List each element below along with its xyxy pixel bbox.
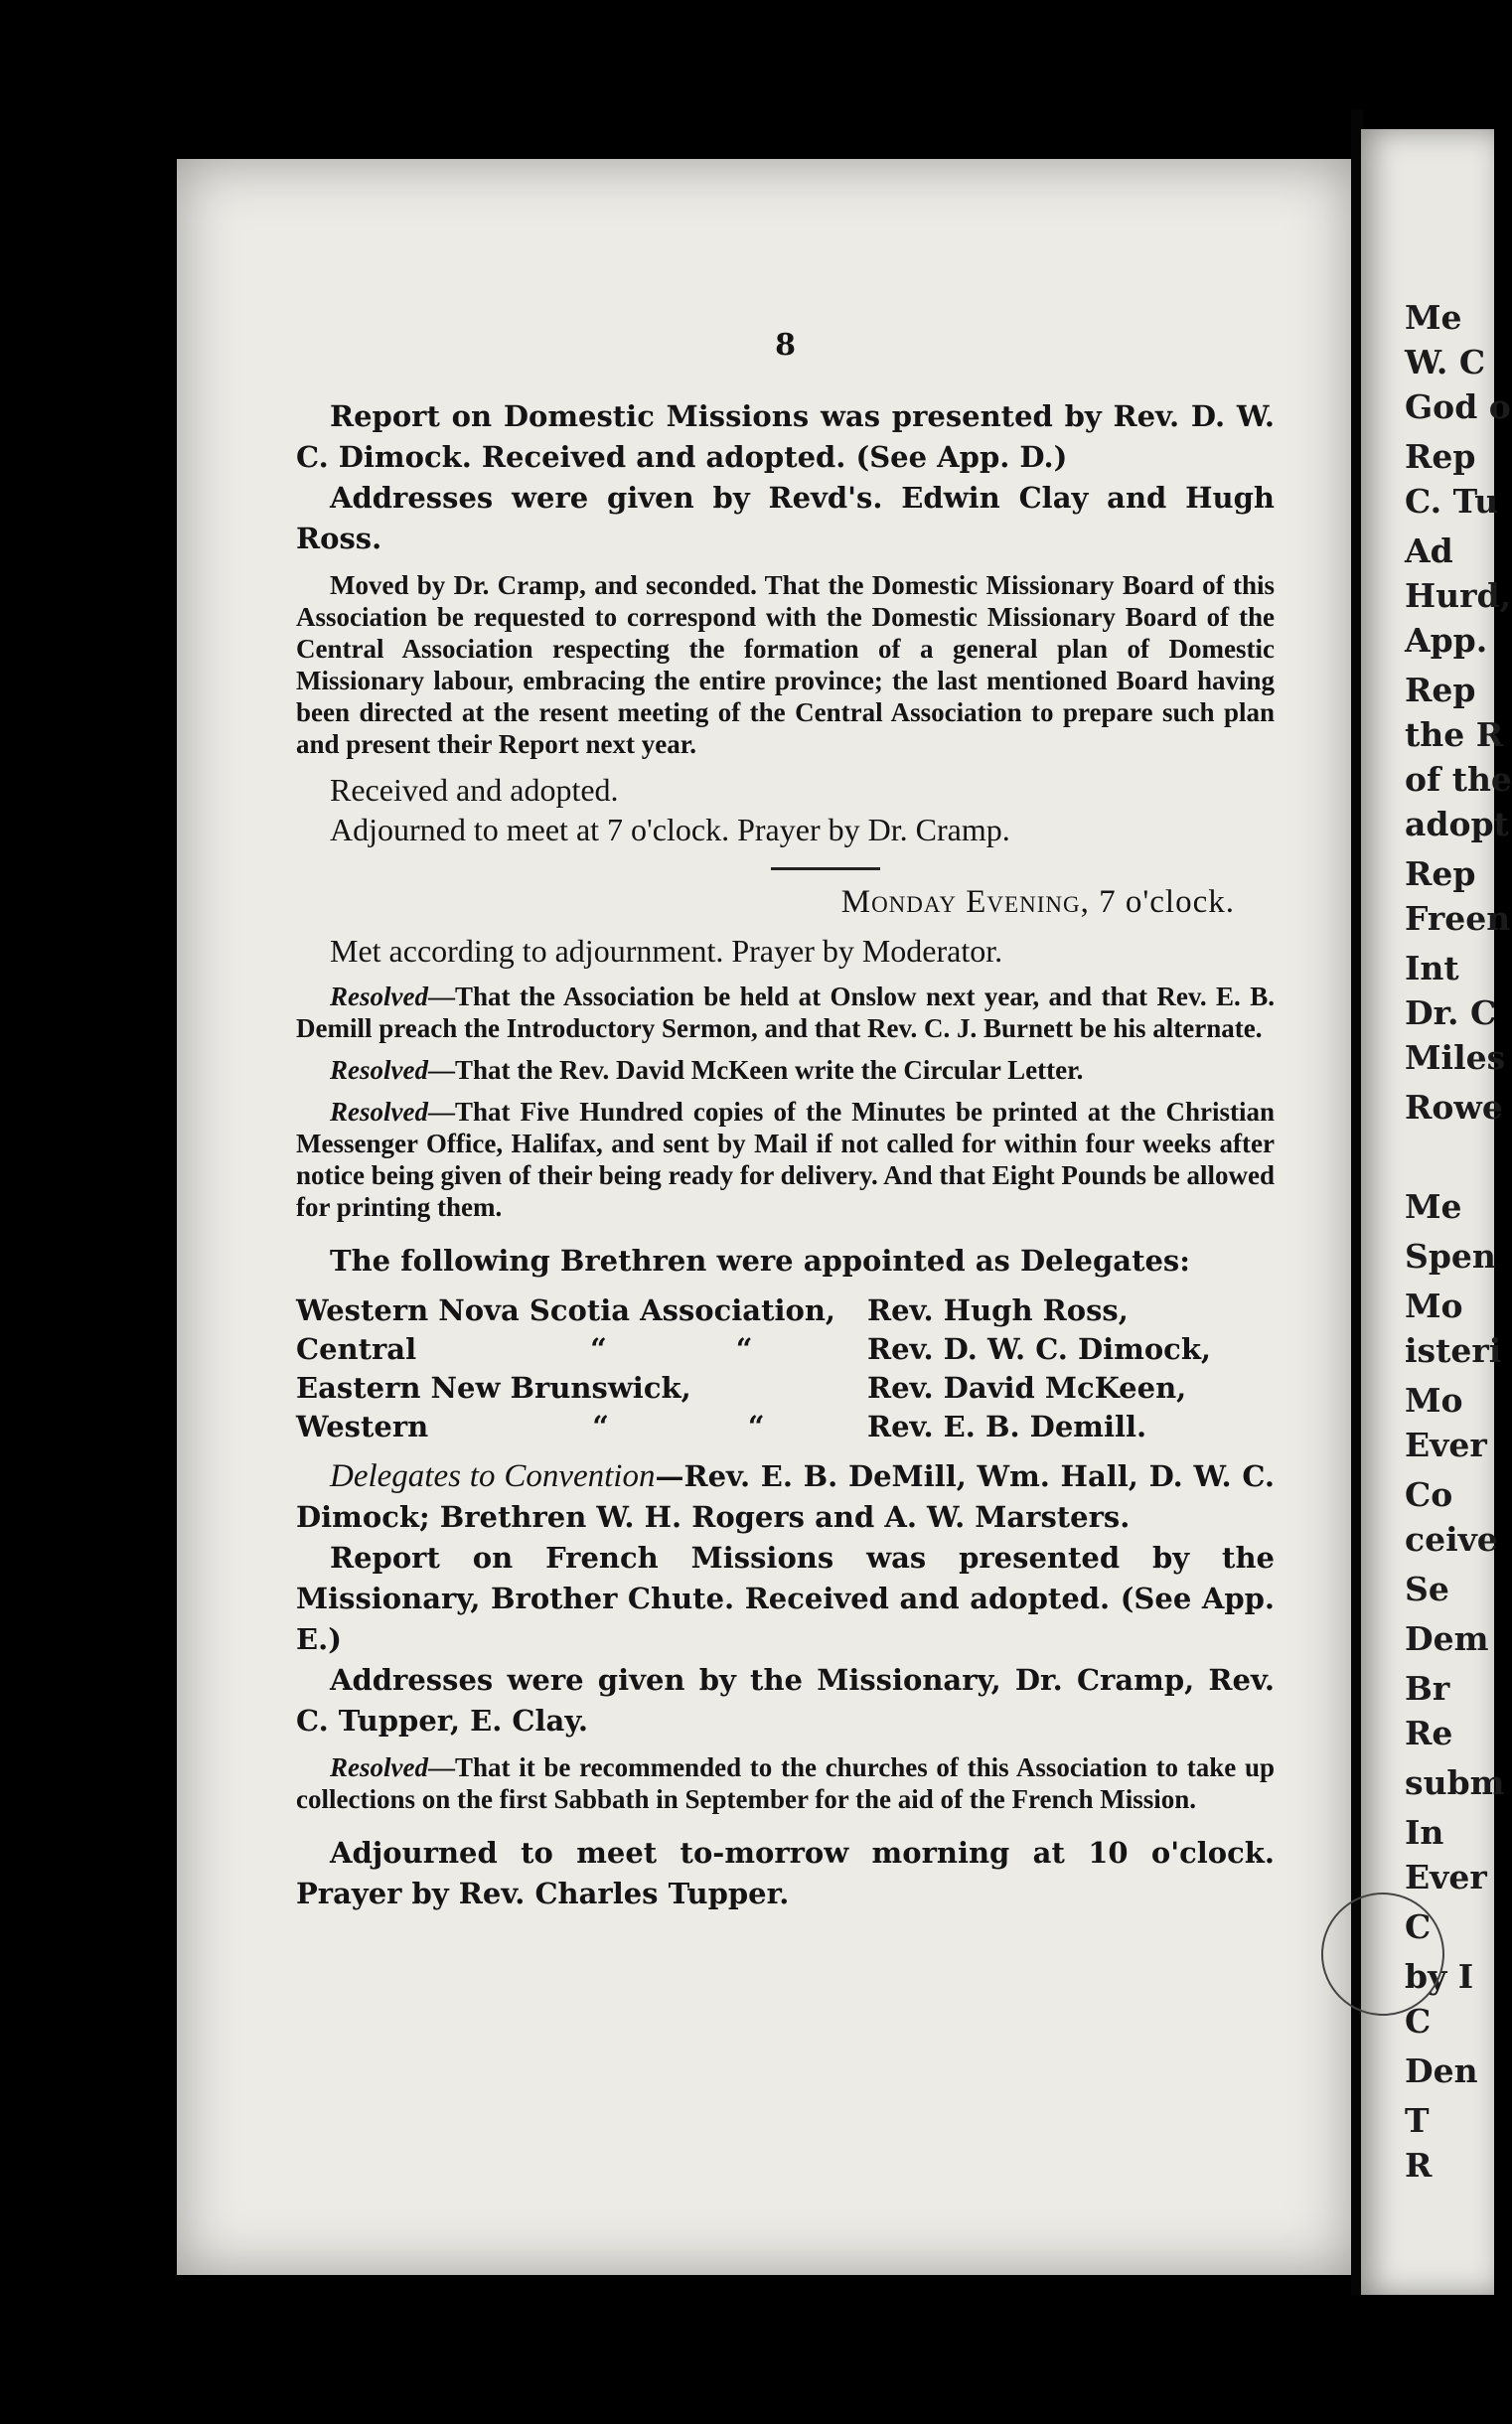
facing-page-fragment: Re	[1405, 1714, 1453, 1752]
facing-page-fragment: of the	[1405, 760, 1512, 799]
facing-page-fragment: Dr. C	[1405, 993, 1497, 1032]
evening-adjournment: Adjourned to meet to-morrow morning at 10 o'clock. Prayer by Rev. Charles Tupper.	[296, 1836, 1275, 1910]
delegates-table	[296, 1291, 1275, 1446]
resolved-label: Resolved	[330, 1055, 428, 1085]
delegate-name: Rev. D. W. C. Dimock,	[867, 1332, 1212, 1366]
ditto-mark: “	[590, 1332, 607, 1366]
association-name: Western	[296, 1410, 429, 1443]
facing-page-fragment: Dem	[1405, 1619, 1489, 1658]
facing-page-fragment: Br	[1405, 1669, 1450, 1708]
convention-text: —Rev. E. B. DeMill, Wm. Hall, D. W. C. Dimock; Brethren W. H. Rogers and A. W. Marsters.	[296, 1459, 1275, 1534]
afternoon-adjournment: Adjourned to meet at 7 o'clock. Prayer by Dr. Cramp.	[330, 812, 1010, 847]
facing-page-fragment: Ad	[1405, 531, 1453, 570]
delegate-row	[296, 1408, 1275, 1446]
ditto-mark: “	[735, 1332, 753, 1366]
delegate-name: Rev. David McKeen,	[867, 1371, 1187, 1405]
resolution-french-collection	[296, 1751, 1275, 1815]
association-name: Western Nova Scotia Association,	[296, 1293, 836, 1327]
motion-received: Received and adopted.	[330, 772, 619, 808]
facing-page-fragment: Int	[1405, 949, 1459, 987]
facing-page-fragment: Me	[1405, 298, 1462, 337]
resolution-text: —That Five Hundred copies of the Minutes be printed at the Christian Messenger Office, Halifax, and sent by Mail if not called for within four weeks after notice being given of their being ready for delivery. And that Eight Pounds be allowed for printing them.	[296, 1097, 1275, 1222]
delegate-name: Rev. E. B. Demill.	[867, 1410, 1147, 1443]
page-content	[296, 328, 1275, 1914]
facing-page-fragment: ceive	[1405, 1520, 1498, 1559]
facing-page-fragment: Den	[1405, 2051, 1478, 2090]
facing-page-fragment: by I	[1405, 1957, 1474, 1996]
french-missions-report: Report on French Missions was presented by the Missionary, Brother Chute. Received and adopted. (See App. E.)	[296, 1541, 1275, 1656]
delegate-association	[296, 1408, 867, 1446]
facing-page-fragment: the R	[1405, 715, 1504, 754]
delegate-row	[296, 1291, 1275, 1330]
evening-meeting-opened: Met according to adjournment. Prayer by Moderator.	[330, 933, 1003, 969]
resolution-text: —That it be recommended to the churches of this Association to take up collections on the first Sabbath in September for the aid of the French Mission.	[296, 1752, 1275, 1814]
resolution-text: —That the Association be held at Onslow next year, and that Rev. E. B. Demill preach the Introductory Sermon, and that Rev. C. J. Burnett be his alternate.	[296, 982, 1275, 1043]
delegate-row	[296, 1369, 1275, 1408]
facing-page-fragment: Se	[1405, 1570, 1449, 1608]
facing-page-fragment: App.	[1405, 621, 1488, 660]
facing-page-fragment: C	[1405, 1907, 1432, 1946]
resolved-label: Resolved	[330, 1097, 428, 1127]
resolution-circular-letter	[296, 1054, 1275, 1086]
cramp-motion: Moved by Dr. Cramp, and seconded. That the Domestic Missionary Board of this Association be requested to correspond with the Domestic Missionary Board of the Central Association respecting the formation of a general plan of Domestic Missionary labour, embracing the entire province; the last mentioned Board having been directed at the resent meeting of the Central Association to prepare such plan and present their Report next year.	[296, 570, 1275, 759]
domestic-missions-addresses: Addresses were given by Revd's. Edwin Clay and Hugh Ross.	[296, 481, 1275, 555]
resolution-next-meeting	[296, 981, 1275, 1044]
facing-page-fragment: Me	[1405, 1187, 1462, 1226]
heading-time: 7 o'clock.	[1099, 884, 1235, 920]
resolution-printing-minutes	[296, 1096, 1275, 1223]
facing-page-fragment: Co	[1405, 1475, 1453, 1514]
facing-page-fragment: Spen	[1405, 1237, 1496, 1276]
facing-page-fragment: Freen	[1405, 899, 1511, 938]
delegate-name: Rev. Hugh Ross,	[867, 1293, 1129, 1327]
facing-page-fragment: subm	[1405, 1763, 1505, 1802]
facing-page-fragment: R	[1405, 2146, 1433, 2185]
facing-page-fragment: Miles	[1405, 1038, 1506, 1077]
facing-page-fragment: Rowe	[1405, 1088, 1503, 1127]
resolved-label: Resolved	[330, 982, 428, 1011]
delegate-association	[296, 1369, 867, 1408]
resolved-label: Resolved	[330, 1752, 428, 1782]
facing-page-fragment: T	[1405, 2101, 1430, 2140]
facing-page-fragment: isteri	[1405, 1331, 1502, 1370]
facing-page-fragment: Rep	[1405, 671, 1476, 709]
delegates-intro: The following Brethren were appointed as Delegates:	[330, 1244, 1190, 1278]
facing-page-fragment: Ever	[1405, 1426, 1487, 1464]
ditto-mark: “	[747, 1410, 765, 1443]
monday-evening-heading	[296, 884, 1275, 921]
facing-page-fragment: Hurd,	[1405, 576, 1512, 615]
french-missions-addresses: Addresses were given by the Missionary, Dr. Cramp, Rev. C. Tupper, E. Clay.	[296, 1663, 1275, 1738]
convention-label: Delegates to Convention	[330, 1458, 656, 1494]
resolution-text: —That the Rev. David McKeen write the Circular Letter.	[427, 1055, 1084, 1085]
facing-page-fragment: Rep	[1405, 854, 1476, 893]
facing-page-fragment: Rep	[1405, 437, 1476, 476]
association-name: Eastern New Brunswick,	[296, 1371, 691, 1405]
domestic-missions-report: Report on Domestic Missions was presented by Rev. D. W. C. Dimock. Received and adopted. (See App. D.)	[296, 399, 1275, 474]
delegate-association	[296, 1330, 867, 1369]
ditto-mark: “	[592, 1410, 609, 1443]
facing-page-fragment: C. Tu	[1405, 482, 1499, 521]
facing-page-fragment: Ever	[1405, 1858, 1487, 1896]
facing-page-fragment: In	[1405, 1813, 1444, 1852]
convention-delegates	[296, 1456, 1275, 1538]
facing-page-fragment: adopt	[1405, 805, 1509, 843]
facing-page-fragment: Mo	[1405, 1381, 1463, 1420]
facing-page-fragment: W. C	[1405, 343, 1486, 381]
facing-page-fragment: C	[1405, 2002, 1432, 2041]
page-number: 8	[775, 328, 796, 363]
heading-day: Monday Evening,	[840, 884, 1090, 920]
facing-page-fragment: God o	[1405, 387, 1511, 426]
delegate-association	[296, 1291, 867, 1330]
facing-page-fragment: Mo	[1405, 1287, 1463, 1325]
section-divider	[771, 867, 880, 870]
delegate-row	[296, 1330, 1275, 1369]
association-name: Central	[296, 1332, 417, 1366]
